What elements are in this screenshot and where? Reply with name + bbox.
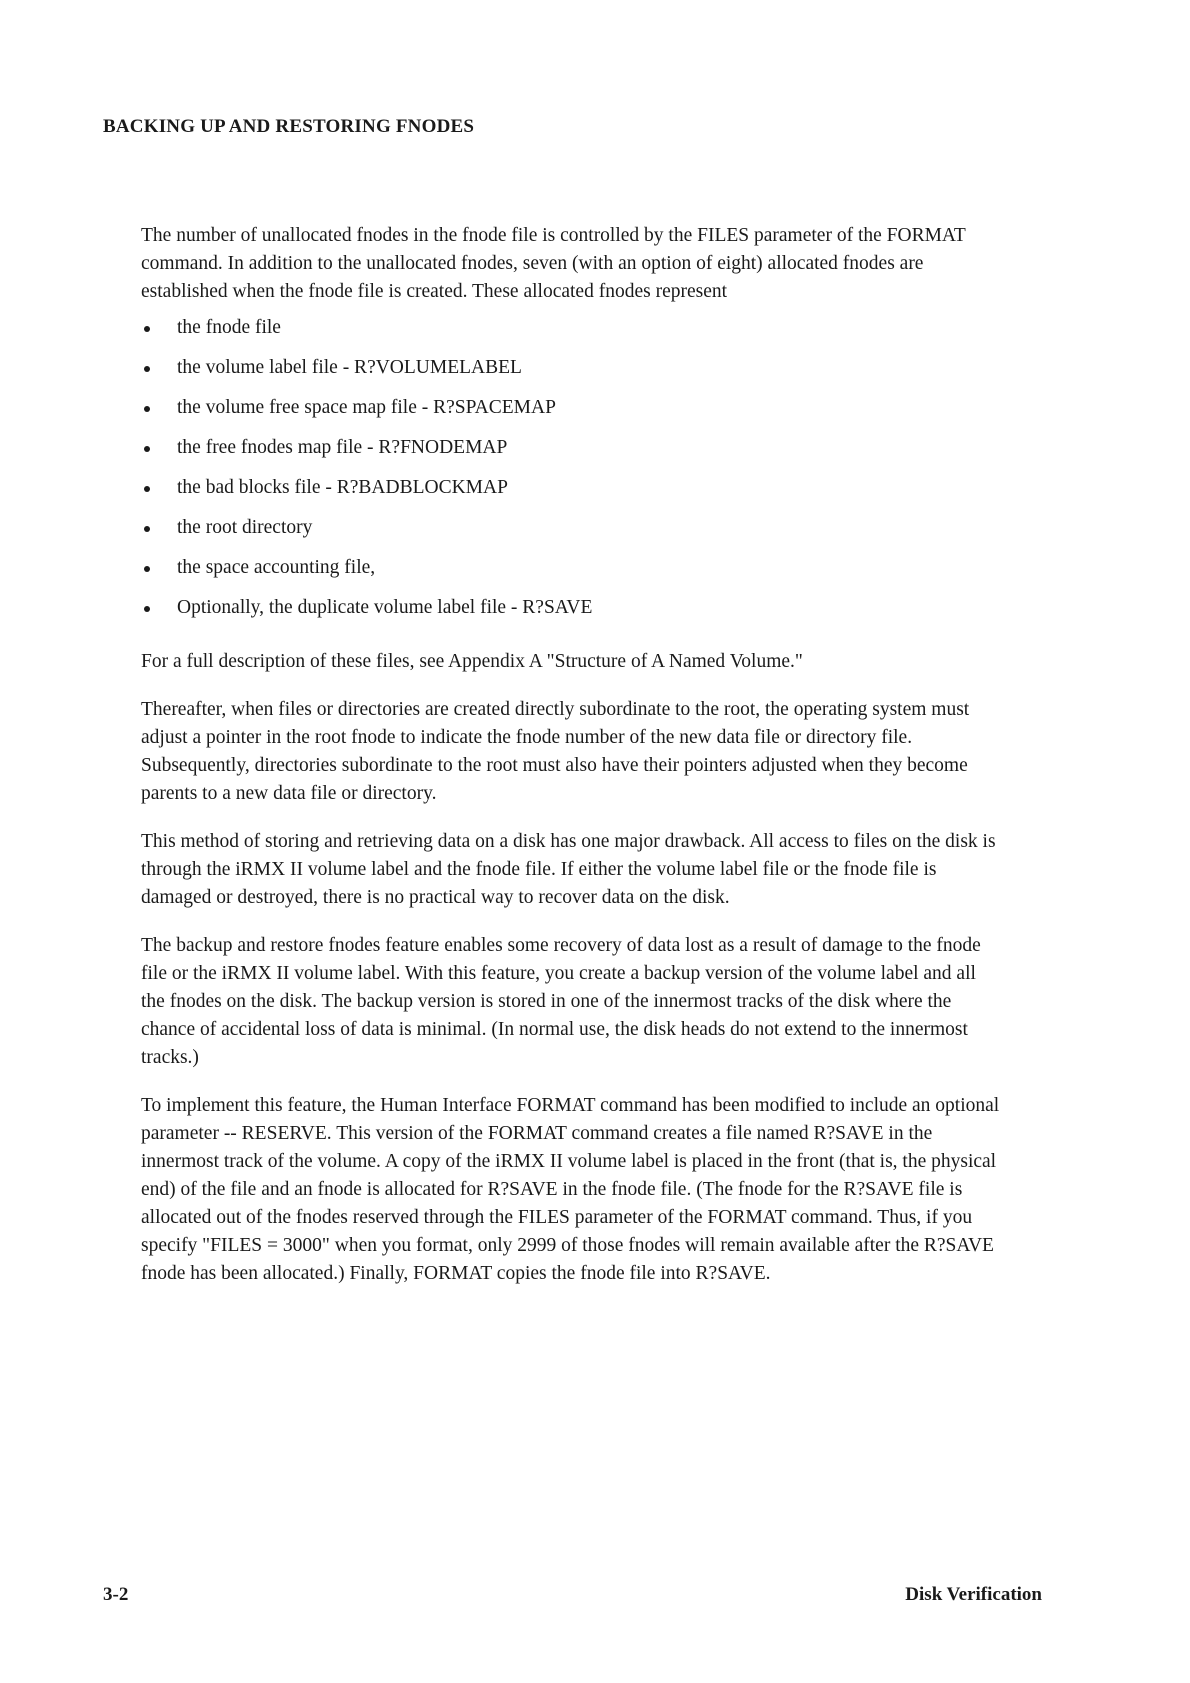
list-item-text: Optionally, the duplicate volume label file - R?SAVE bbox=[177, 597, 593, 618]
list-item bbox=[141, 314, 1001, 354]
list-item bbox=[141, 514, 1001, 554]
bullet-icon bbox=[144, 326, 150, 332]
list-item-text: the fnode file bbox=[177, 317, 281, 338]
list-item-text: the volume label file - R?VOLUMELABEL bbox=[177, 357, 522, 378]
intro-paragraph: The number of unallocated fnodes in the fnode file is controlled by the FILES parameter of the FORMAT command. In addition to the unallocated fnodes, seven (with an option of eight) allocated fnodes are established when the fnode file is created. These allocated fnodes represent bbox=[141, 225, 966, 302]
bullet-icon bbox=[144, 446, 150, 452]
drawback-paragraph: This method of storing and retrieving data on a disk has one major drawback. All access to files on the disk is through the iRMX II volume label and the fnode file. If either the volume label file or the fnode file is damaged or destroyed, there is no practical way to recover data on the disk. bbox=[141, 831, 996, 908]
bullet-icon bbox=[144, 486, 150, 492]
list-item-text: the space accounting file, bbox=[177, 557, 376, 578]
list-item bbox=[141, 394, 1001, 434]
fnode-list bbox=[141, 314, 1001, 634]
backup-feature-paragraph: The backup and restore fnodes feature enables some recovery of data lost as a result of damage to the fnode file or the iRMX II volume label. With this feature, you create a backup version of the volume label and all the fnodes on the disk. The backup version is stored in one of the innermost tracks of the disk where the chance of accidental loss of data is minimal. (In normal use, the disk heads do not extend to the innermost tracks.) bbox=[141, 935, 981, 1068]
list-item-text: the volume free space map file - R?SPACEMAP bbox=[177, 397, 556, 418]
appendix-reference-paragraph: For a full description of these files, see Appendix A "Structure of A Named Volume." bbox=[141, 651, 803, 672]
list-item bbox=[141, 594, 1001, 634]
list-item-text: the bad blocks file - R?BADBLOCKMAP bbox=[177, 477, 508, 498]
page-number: 3-2 bbox=[103, 1584, 129, 1605]
list-item bbox=[141, 354, 1001, 394]
root-pointer-paragraph: Thereafter, when files or directories are created directly subordinate to the root, the operating system must adjust a pointer in the root fnode to indicate the fnode number of the new data file or directory file. Subsequently, directories subordinate to the root must also have their pointers adjusted when they become parents to a new data file or directory. bbox=[141, 699, 970, 804]
list-item-text: the free fnodes map file - R?FNODEMAP bbox=[177, 437, 508, 458]
bullet-icon bbox=[144, 526, 150, 532]
list-item bbox=[141, 434, 1001, 474]
bullet-icon bbox=[144, 366, 150, 372]
list-item bbox=[141, 474, 1001, 514]
list-item-text: the root directory bbox=[177, 517, 313, 538]
bullet-icon bbox=[144, 566, 150, 572]
format-reserve-paragraph: To implement this feature, the Human Interface FORMAT command has been modified to include an optional parameter -- RESERVE. This version of the FORMAT command creates a file named R?SAVE in the innermost track of the volume. A copy of the iRMX II volume label is placed in the front (that is, the physical end) of the file and an fnode is allocated for R?SAVE in the fnode file. (The fnode for the R?SAVE file is allocated out of the fnodes reserved through the FILES parameter of the FORMAT command. Thus, if you specify "FILES = 3000" when you format, only 2999 of those fnodes will remain available after the R?SAVE fnode has been allocated.) Finally, FORMAT copies the fnode file into R?SAVE. bbox=[141, 1095, 1000, 1284]
bullet-icon bbox=[144, 406, 150, 412]
footer-section-title: Disk Verification bbox=[905, 1584, 1042, 1605]
bullet-icon bbox=[144, 606, 150, 612]
body-text bbox=[141, 222, 1001, 1308]
section-heading: BACKING UP AND RESTORING FNODES bbox=[103, 116, 475, 137]
list-item bbox=[141, 554, 1001, 594]
